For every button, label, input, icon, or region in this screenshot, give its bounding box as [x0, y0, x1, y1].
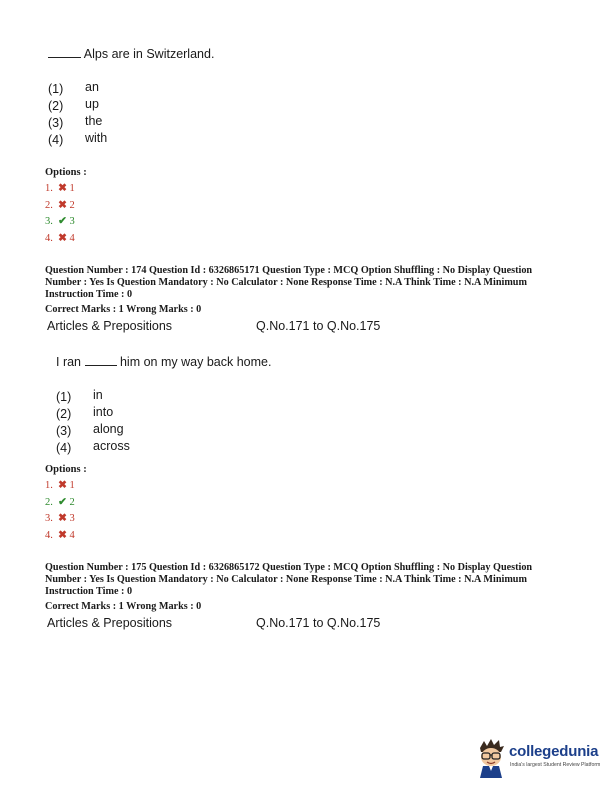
cross-icon: ✖ — [58, 513, 67, 524]
q174-choices — [56, 388, 130, 456]
check-icon: ✔ — [58, 496, 67, 508]
options-label: Options : — [45, 464, 87, 475]
meta-line: Instruction Time : 0 — [45, 289, 133, 301]
option-value: 1 — [69, 183, 75, 194]
meta-line: Question Number : 174 Question Id : 6326865171 Question Type : MCQ Option Shuffling : No Display Question — [45, 265, 533, 276]
choice-row — [48, 131, 108, 148]
choice-row — [56, 405, 114, 422]
options-label: Options : — [45, 167, 87, 178]
q173-question-text — [48, 47, 214, 61]
option-row — [45, 232, 75, 249]
brand-name: collegedunia — [509, 743, 599, 760]
choice-num: (3) — [48, 116, 64, 130]
choice-num: (2) — [48, 99, 64, 113]
meta-line: Question Number : 175 Question Id : 6326865172 Question Type : MCQ Option Shuffling : No Display Question — [45, 562, 533, 573]
q173-choices — [48, 80, 108, 148]
collegedunia-logo — [476, 738, 606, 780]
choice-value: up — [85, 97, 99, 111]
meta-line: Instruction Time : 0 — [45, 586, 133, 598]
option-index: 1. — [45, 480, 53, 491]
text-before: I ran — [56, 355, 82, 369]
choice-value: across — [93, 439, 130, 453]
choice-value: into — [93, 405, 114, 419]
q175-meta — [45, 562, 567, 613]
option-index: 3. — [45, 216, 53, 227]
option-index: 1. — [45, 183, 53, 194]
blank-line — [85, 355, 117, 366]
choice-row — [56, 439, 130, 456]
option-index: 3. — [45, 513, 53, 524]
choice-row — [56, 388, 103, 405]
option-index: 2. — [45, 199, 53, 211]
meta-line: Number : Yes Is Question Mandatory : No Calculator : None Response Time : N.A Think Time : N.A Minimum — [45, 277, 527, 289]
option-value: 4 — [69, 529, 75, 541]
option-index: 4. — [45, 529, 53, 541]
meta-line: Number : Yes Is Question Mandatory : No Calculator : None Response Time : N.A Think Time : N.A Minimum — [45, 574, 527, 586]
q174-range: Q.No.171 to Q.No.175 — [256, 319, 381, 333]
check-icon: ✔ — [58, 216, 67, 227]
choice-value: an — [85, 80, 99, 94]
option-row — [45, 215, 75, 232]
q173-options — [45, 182, 75, 248]
option-row — [45, 199, 75, 216]
cross-icon: ✖ — [58, 232, 67, 244]
q173-text: Alps are in Switzerland. — [83, 47, 215, 61]
choice-value: in — [93, 388, 103, 402]
option-value: 4 — [69, 232, 75, 244]
option-row — [45, 529, 75, 546]
q175-range: Q.No.171 to Q.No.175 — [256, 616, 381, 630]
option-index: 2. — [45, 496, 53, 508]
marks-line: Correct Marks : 1 Wrong Marks : 0 — [45, 600, 202, 612]
choice-value: the — [85, 114, 103, 128]
choice-value: with — [85, 131, 108, 145]
text-after: him on my way back home. — [119, 355, 272, 369]
choice-num: (2) — [56, 407, 72, 421]
choice-num: (1) — [56, 390, 72, 404]
option-value: 3 — [69, 513, 75, 524]
choice-num: (4) — [56, 441, 72, 455]
cross-icon: ✖ — [58, 199, 67, 211]
choice-row — [48, 114, 103, 131]
choice-value: along — [93, 422, 124, 436]
option-row — [45, 496, 75, 513]
q174-question-text — [56, 355, 271, 369]
cross-icon: ✖ — [58, 529, 67, 541]
mascot-icon — [476, 738, 506, 778]
option-index: 4. — [45, 232, 53, 244]
choice-num: (4) — [48, 133, 64, 147]
brand-tagline: India's largest Student Review Platform — [510, 762, 601, 768]
q174-meta — [45, 265, 567, 316]
choice-row — [48, 97, 99, 114]
choice-num: (3) — [56, 424, 72, 438]
option-value: 3 — [69, 216, 75, 227]
option-value: 2 — [69, 496, 75, 508]
q175-topic: Articles & Prepositions — [47, 616, 173, 630]
cross-icon: ✖ — [58, 480, 67, 491]
option-row — [45, 512, 75, 529]
blank-line — [48, 47, 81, 58]
marks-line: Correct Marks : 1 Wrong Marks : 0 — [45, 303, 202, 315]
option-row — [45, 479, 75, 496]
option-value: 1 — [69, 480, 75, 491]
q174-topic: Articles & Prepositions — [47, 319, 173, 333]
q174-options — [45, 479, 75, 545]
choice-num: (1) — [48, 82, 64, 96]
cross-icon: ✖ — [58, 183, 67, 194]
choice-row — [56, 422, 124, 439]
option-value: 2 — [69, 199, 75, 211]
option-row — [45, 182, 75, 199]
choice-row — [48, 80, 99, 97]
